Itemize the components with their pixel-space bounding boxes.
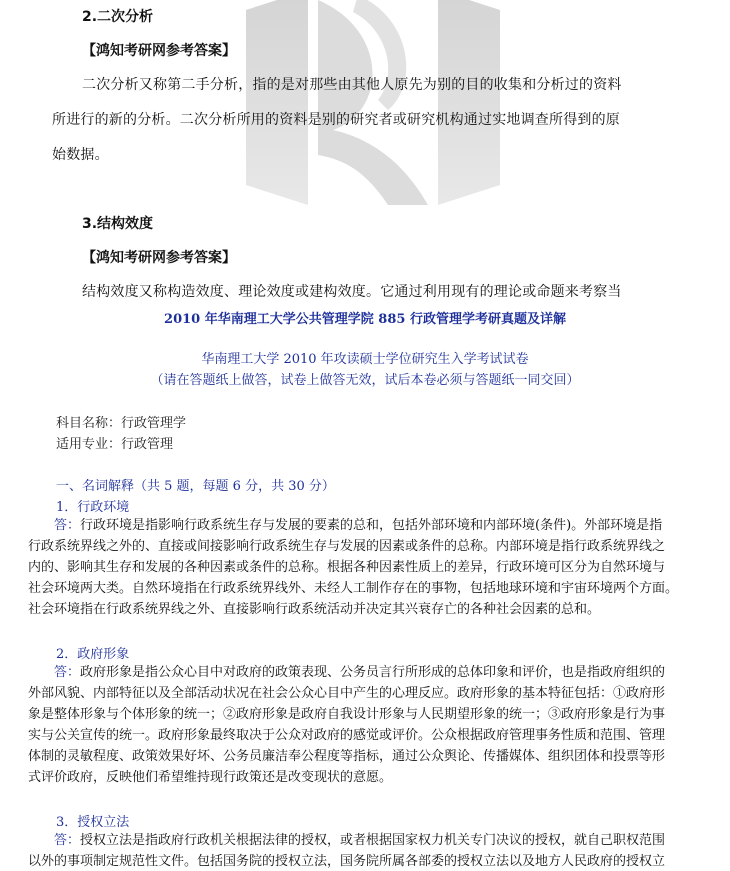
answer-line: 答：行政环境是指影响行政系统生存与发展的要素的总和，包括外部环境和内部环境(条件)。外部环境是指 — [54, 518, 663, 533]
answer-line: 式评价政府，反映他们希望维持现行政策还是改变现状的意愿。 — [28, 770, 393, 785]
subject-name: 科目名称：行政管理学 — [56, 416, 187, 431]
paragraph-line: 结构效度又称构造效度、理论效度或建构效度。它通过利用现有的理论或命题来考察当 — [82, 284, 622, 300]
answer-line: 社会环境两大类。自然环境指在行政系统界线外、未经人工制作存在的事物，包括地球环境和宇宙环境两个方面。 — [28, 581, 679, 596]
answer-line: 实与公关宣传的统一。政府形象最终取决于公众对政府的感觉或评价。公众根据政府管理事务性质和范围、管理 — [28, 728, 666, 743]
answer-paragraph — [28, 830, 718, 871]
answer-label: 答： — [54, 665, 81, 680]
question-title: 2．政府形象 — [56, 647, 130, 662]
part-one-heading: 一、名词解释（共 5 题，每题 6 分，共 30 分） — [56, 479, 335, 494]
heading-secondary-analysis: 2.二次分析 — [82, 9, 154, 25]
document-title: 2010 年华南理工大学公共管理学院 885 行政管理学考研真题及详解 — [164, 312, 566, 327]
applicable-major: 适用专业：行政管理 — [56, 437, 174, 452]
exam-instructions: （请在答题纸上做答，试卷上做答无效，试后本卷必须与答题纸一同交回） — [150, 373, 580, 388]
answer-label: 答： — [54, 833, 81, 848]
paragraph-line: 所进行的新的分析。二次分析所用的资料是别的研究者或研究机构通过实地调查所得到的原 — [52, 112, 620, 128]
answer-line: 行政系统界线之外的、直接或间接影响行政系统生存与发展的因素或条件的总称。内部环境是指行政系统界线之 — [28, 539, 666, 554]
answer-line: 答：授权立法是指政府行政机关根据法律的授权，或者根据国家权力机关专门决议的授权，就自己职权范围 — [54, 833, 666, 848]
answer-line: 体制的灵敏程度、政策效果好坏、公务员廉洁奉公程度等指标，通过公众舆论、传播媒体、组织团体和投票等形 — [28, 749, 666, 764]
question-title: 3．授权立法 — [56, 815, 130, 830]
answer-line: 以外的事项制定规范性文件。包括国务院的授权立法，国务院所属各部委的授权立法以及地方人民政府的授权立 — [28, 854, 666, 869]
question-title: 1．行政环境 — [56, 500, 130, 515]
answer-line: 内的、影响其生存和发展的各种因素或条件的总称。根据各种因素性质上的差异，行政环境可区分为自然环境与 — [28, 560, 666, 575]
paragraph-line: 始数据。 — [52, 147, 109, 163]
answer-label: 答： — [54, 518, 81, 533]
answer-line: 象是整体形象与个体形象的统一；②政府形象是政府自我设计形象与人民期望形象的统一；③政府形象是行为事 — [28, 707, 666, 722]
answer-line: 答：政府形象是指公众心目中对政府的政策表现、公务员言行所形成的总体印象和评价，也是指政府组织的 — [54, 665, 666, 680]
answer-line: 外部风貌、内部特征以及全部活动状况在社会公众心目中产生的心理反应。政府形象的基本特征包括：①政府形 — [28, 686, 666, 701]
paragraph-line: 二次分析又称第二手分析，指的是对那些由其他人原先为别的目的收集和分析过的资料 — [82, 77, 622, 93]
answer-badge: 【鸿知考研网参考答案】 — [82, 250, 236, 266]
exam-title: 华南理工大学 2010 年攻读硕士学位研究生入学考试试卷 — [201, 352, 529, 367]
answer-badge: 【鸿知考研网参考答案】 — [82, 43, 236, 59]
answer-line: 社会环境指在行政系统界线之外、直接影响行政系统活动并决定其兴衰存亡的各种社会因素的总和。 — [28, 602, 601, 617]
answer-paragraph — [28, 662, 718, 788]
answer-paragraph — [28, 515, 718, 620]
heading-construct-validity: 3.结构效度 — [82, 216, 154, 232]
